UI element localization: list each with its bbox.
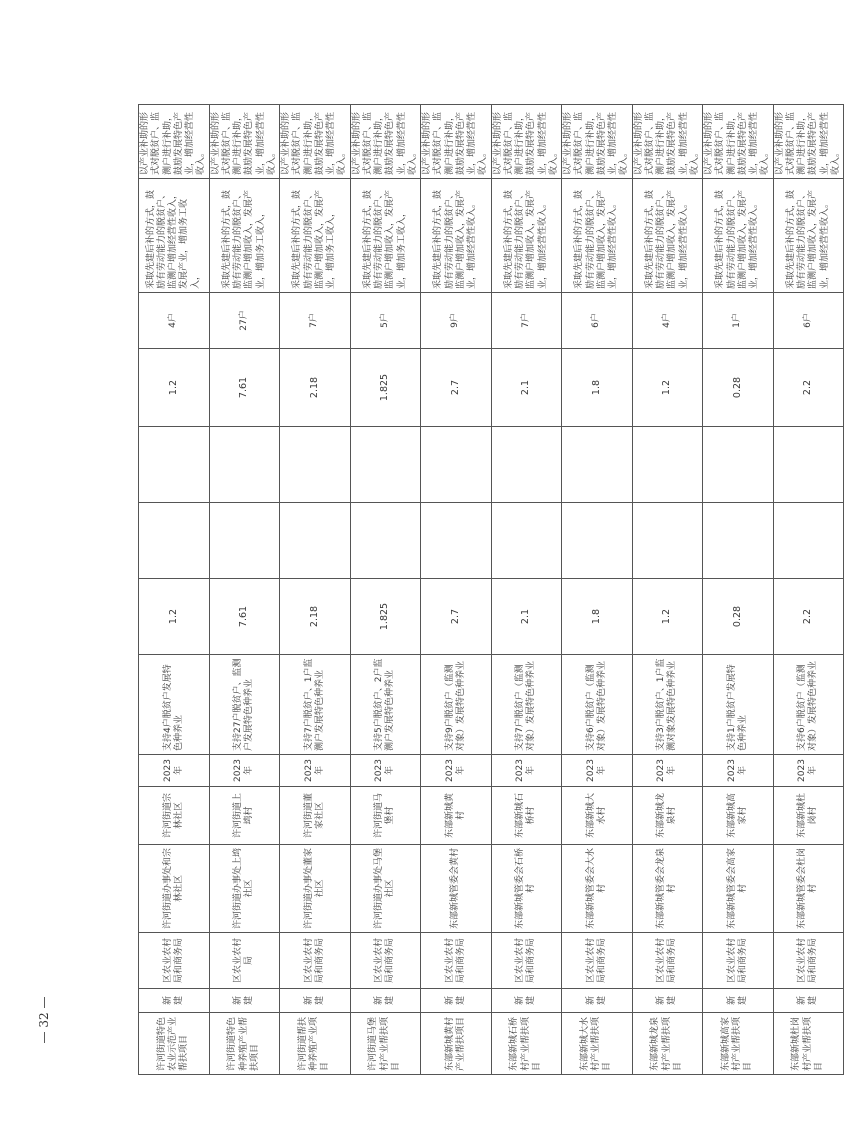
location-cell: 东部新城杜岗村 bbox=[773, 787, 844, 845]
construction-type-cell: 新建 bbox=[632, 989, 703, 1013]
total-investment-cell: 0.28 bbox=[703, 579, 774, 655]
benefit-mechanism-cell: 采取先建后补的方式，鼓励有劳动能力的脱贫户、监测户增加收入，发展产业，增加经营性收入。 bbox=[562, 179, 633, 293]
benefit-mechanism-cell: 采取先建后补的方式，鼓励有劳动能力的脱贫户、监测户增加收入，发展产业，增加经营性收入。 bbox=[773, 179, 844, 293]
project-content-cell: 支持7户脱贫户、1户监测户发展特色种养业 bbox=[280, 655, 351, 755]
year-cell: 2023年 bbox=[491, 755, 562, 787]
blank-cell bbox=[280, 503, 351, 579]
blank-cell bbox=[139, 503, 210, 579]
construction-type-cell: 新建 bbox=[491, 989, 562, 1013]
location-cell: 许河街道宗林社区 bbox=[139, 787, 210, 845]
construction-type-cell: 新建 bbox=[209, 989, 280, 1013]
responsible-unit-cell: 区农业农村局和商务局 bbox=[632, 933, 703, 989]
beneficiary-households-cell: 5户 bbox=[350, 293, 421, 349]
blank-cell bbox=[703, 427, 774, 503]
table-row bbox=[139, 105, 210, 1075]
implementing-unit-cell: 东部新城管委会杜岗村 bbox=[773, 845, 844, 933]
performance-goal-cell: 以产业补助的形式对脱贫户、监测户进行补助，鼓励发展特色产业，增加经营性收入。 bbox=[491, 105, 562, 179]
fund-amount-cell: 2.7 bbox=[421, 349, 492, 427]
total-investment-cell: 2.18 bbox=[280, 579, 351, 655]
project-name-cell: 东部新城龙泉村产业帮扶项目 bbox=[632, 1013, 703, 1075]
year-cell: 2023年 bbox=[773, 755, 844, 787]
performance-goal-cell: 以产业补助的形式对脱贫户、监测户进行补助，鼓励发展特色产业，增加经营性收入。 bbox=[350, 105, 421, 179]
blank-cell bbox=[562, 503, 633, 579]
beneficiary-households-cell: 27户 bbox=[209, 293, 280, 349]
implementing-unit-cell: 许河街道办事处马堡社区 bbox=[350, 845, 421, 933]
project-name-cell: 许河街道帮扶种养殖产业项目 bbox=[280, 1013, 351, 1075]
responsible-unit-cell: 区农业农村局和商务局 bbox=[773, 933, 844, 989]
blank-cell bbox=[703, 503, 774, 579]
location-cell: 东部新城黄村 bbox=[421, 787, 492, 845]
year-cell: 2023年 bbox=[421, 755, 492, 787]
responsible-unit-cell: 区农业农村局和商务局 bbox=[350, 933, 421, 989]
project-content-cell: 支持6户脱贫户（监测对象）发展特色种养业 bbox=[773, 655, 844, 755]
page-number: — 32 — bbox=[37, 996, 51, 1044]
blank-cell bbox=[421, 427, 492, 503]
blank-cell bbox=[350, 427, 421, 503]
beneficiary-households-cell: 6户 bbox=[773, 293, 844, 349]
fund-amount-cell: 2.1 bbox=[491, 349, 562, 427]
benefit-mechanism-cell: 采取先建后补的方式，鼓励有劳动能力的脱贫户、监测户增加收入，发展产业，增加经营性收入。 bbox=[632, 179, 703, 293]
beneficiary-households-cell: 4户 bbox=[139, 293, 210, 349]
fund-amount-cell: 1.2 bbox=[632, 349, 703, 427]
responsible-unit-cell: 区农业农村局和商务局 bbox=[280, 933, 351, 989]
project-name-cell: 许河街道特色种养殖产业帮扶项目 bbox=[209, 1013, 280, 1075]
project-name-cell: 东部新城大水村产业帮扶项目 bbox=[562, 1013, 633, 1075]
total-investment-cell: 7.61 bbox=[209, 579, 280, 655]
construction-type-cell: 新建 bbox=[562, 989, 633, 1013]
beneficiary-households-cell: 7户 bbox=[491, 293, 562, 349]
performance-goal-cell: 以产业补助的形式对脱贫户、监测户进行补助，鼓励发展特色产业，增加经营性收入。 bbox=[773, 105, 844, 179]
fund-amount-cell: 1.2 bbox=[139, 349, 210, 427]
beneficiary-households-cell: 7户 bbox=[280, 293, 351, 349]
implementing-unit-cell: 东部新城管委会黄村 bbox=[421, 845, 492, 933]
total-investment-cell: 2.1 bbox=[491, 579, 562, 655]
benefit-mechanism-cell: 采取先建后补的方式，鼓励有劳动能力的脱贫户、监测户增加收入，发展产业，增加务工收入， bbox=[209, 179, 280, 293]
blank-cell bbox=[209, 503, 280, 579]
table-row bbox=[703, 105, 774, 1075]
benefit-mechanism-cell: 采取先建后补的方式，鼓励有劳动能力的脱贫户、监测户增加收入，发展产业，增加经营性收入。 bbox=[421, 179, 492, 293]
implementing-unit-cell: 许河街道办事处上塆社区 bbox=[209, 845, 280, 933]
year-cell: 2023年 bbox=[139, 755, 210, 787]
location-cell: 许河街道马堡村 bbox=[350, 787, 421, 845]
project-table bbox=[138, 104, 844, 1075]
table-body bbox=[139, 105, 844, 1075]
location-cell: 东部新城高家村 bbox=[703, 787, 774, 845]
project-content-cell: 支持6户脱贫户（监测对象）发展特色种养业 bbox=[562, 655, 633, 755]
blank-cell bbox=[632, 503, 703, 579]
blank-cell bbox=[773, 427, 844, 503]
implementing-unit-cell: 东部新城管委会石桥村 bbox=[491, 845, 562, 933]
project-name-cell: 许河街道特色农业示范产业帮扶项目 bbox=[139, 1013, 210, 1075]
project-content-cell: 支持1户脱贫户发展特色种养业 bbox=[703, 655, 774, 755]
performance-goal-cell: 以产业补助的形式对脱贫户、监测户进行补助，鼓励发展特色产业，增加经营性收入。 bbox=[421, 105, 492, 179]
blank-cell bbox=[139, 427, 210, 503]
project-content-cell: 支持27户脱贫户、监测户发展特色种养业 bbox=[209, 655, 280, 755]
location-cell: 许河街道上塆村 bbox=[209, 787, 280, 845]
blank-cell bbox=[491, 427, 562, 503]
fund-amount-cell: 1.8 bbox=[562, 349, 633, 427]
benefit-mechanism-cell: 采取先建后补的方式，鼓励有劳动能力的脱贫户、监测户增加经营性收入，发展产业，增加务工收入， bbox=[139, 179, 210, 293]
project-content-cell: 支持3户脱贫户、1户监测对象发展特色种养业 bbox=[632, 655, 703, 755]
year-cell: 2023年 bbox=[562, 755, 633, 787]
year-cell: 2023年 bbox=[350, 755, 421, 787]
benefit-mechanism-cell: 采取先建后补的方式，鼓励有劳动能力的脱贫户、监测户增加收入，发展产业，增加务工收入， bbox=[280, 179, 351, 293]
total-investment-cell: 1.2 bbox=[632, 579, 703, 655]
construction-type-cell: 新建 bbox=[773, 989, 844, 1013]
project-name-cell: 东部新城石桥村产业帮扶项目 bbox=[491, 1013, 562, 1075]
project-content-cell: 支持5户脱贫户、2户监测户发展特色种养业 bbox=[350, 655, 421, 755]
project-name-cell: 东部新城黄村产业帮扶项目 bbox=[421, 1013, 492, 1075]
blank-cell bbox=[562, 427, 633, 503]
rotated-table-wrapper bbox=[138, 105, 841, 1075]
table-row bbox=[280, 105, 351, 1075]
implementing-unit-cell: 东部新城管委会高家村 bbox=[703, 845, 774, 933]
year-cell: 2023年 bbox=[703, 755, 774, 787]
blank-cell bbox=[491, 503, 562, 579]
benefit-mechanism-cell: 采取先建后补的方式，鼓励有劳动能力的脱贫户、监测户增加收入，发展产业，增加经营性收入。 bbox=[491, 179, 562, 293]
construction-type-cell: 新建 bbox=[421, 989, 492, 1013]
location-cell: 东部新城大水村 bbox=[562, 787, 633, 845]
performance-goal-cell: 以产业补助的形式对脱贫户、监测户进行补助，鼓励发展特色产业，增加经营性收入。 bbox=[280, 105, 351, 179]
performance-goal-cell: 以产业补助的形式对脱贫户、监测户进行补助，鼓励发展特色产业，增加经营性收入。 bbox=[632, 105, 703, 179]
project-content-cell: 支持9户脱贫户（监测对象）发展特色种养业 bbox=[421, 655, 492, 755]
location-cell: 东部新城石桥村 bbox=[491, 787, 562, 845]
total-investment-cell: 1.8 bbox=[562, 579, 633, 655]
blank-cell bbox=[280, 427, 351, 503]
construction-type-cell: 新建 bbox=[280, 989, 351, 1013]
table-row bbox=[773, 105, 844, 1075]
year-cell: 2023年 bbox=[209, 755, 280, 787]
total-investment-cell: 2.7 bbox=[421, 579, 492, 655]
benefit-mechanism-cell: 采取先建后补的方式，鼓励有劳动能力的脱贫户、监测户增加收入，发展产业，增加务工收入， bbox=[350, 179, 421, 293]
location-cell: 许河街道董家社区 bbox=[280, 787, 351, 845]
fund-amount-cell: 1.825 bbox=[350, 349, 421, 427]
implementing-unit-cell: 许河街道办事处董家社区 bbox=[280, 845, 351, 933]
blank-cell bbox=[421, 503, 492, 579]
project-name-cell: 东部新城杜岗村产业帮扶项目 bbox=[773, 1013, 844, 1075]
total-investment-cell: 1.2 bbox=[139, 579, 210, 655]
table-row bbox=[632, 105, 703, 1075]
responsible-unit-cell: 区农业农村局 bbox=[209, 933, 280, 989]
implementing-unit-cell: 东部新城管委会大水村 bbox=[562, 845, 633, 933]
project-name-cell: 东部新城高家村产业帮扶项目 bbox=[703, 1013, 774, 1075]
fund-amount-cell: 7.61 bbox=[209, 349, 280, 427]
responsible-unit-cell: 区农业农村局和商务局 bbox=[421, 933, 492, 989]
construction-type-cell: 新建 bbox=[703, 989, 774, 1013]
fund-amount-cell: 0.28 bbox=[703, 349, 774, 427]
beneficiary-households-cell: 9户 bbox=[421, 293, 492, 349]
project-content-cell: 支持7户脱贫户（监测对象）发展特色种养业 bbox=[491, 655, 562, 755]
year-cell: 2023年 bbox=[280, 755, 351, 787]
construction-type-cell: 新建 bbox=[139, 989, 210, 1013]
beneficiary-households-cell: 1户 bbox=[703, 293, 774, 349]
construction-type-cell: 新建 bbox=[350, 989, 421, 1013]
blank-cell bbox=[350, 503, 421, 579]
total-investment-cell: 1.825 bbox=[350, 579, 421, 655]
table-row bbox=[491, 105, 562, 1075]
performance-goal-cell: 以产业补助的形式对脱贫户、监测户进行补助，鼓励发展特色产业，增加经营性收入。 bbox=[703, 105, 774, 179]
table-row bbox=[562, 105, 633, 1075]
benefit-mechanism-cell: 采取先建后补的方式，鼓励有劳动能力的脱贫户、监测户增加收入，发展产业，增加经营性收入。 bbox=[703, 179, 774, 293]
fund-amount-cell: 2.18 bbox=[280, 349, 351, 427]
blank-cell bbox=[209, 427, 280, 503]
table-row bbox=[421, 105, 492, 1075]
responsible-unit-cell: 区农业农村局和商务局 bbox=[491, 933, 562, 989]
table-row bbox=[209, 105, 280, 1075]
fund-amount-cell: 2.2 bbox=[773, 349, 844, 427]
responsible-unit-cell: 区农业农村局和商务局 bbox=[703, 933, 774, 989]
project-content-cell: 支持4户脱贫户发展特色种养业 bbox=[139, 655, 210, 755]
blank-cell bbox=[773, 503, 844, 579]
beneficiary-households-cell: 4户 bbox=[632, 293, 703, 349]
year-cell: 2023年 bbox=[632, 755, 703, 787]
performance-goal-cell: 以产业补助的形式对脱贫户、监测户进行补助，鼓励发展特色产业，增加经营性收入。 bbox=[562, 105, 633, 179]
performance-goal-cell: 以产业补助的形式对脱贫户、监测户进行补助，鼓励发展特色产业，增加经营性收入。 bbox=[209, 105, 280, 179]
location-cell: 东部新城龙泉村 bbox=[632, 787, 703, 845]
implementing-unit-cell: 许河街道办事处和宗林社区 bbox=[139, 845, 210, 933]
performance-goal-cell: 以产业补助的形式对脱贫户、监测户进行补助，鼓励发展特色产业，增加经营性收入。 bbox=[139, 105, 210, 179]
responsible-unit-cell: 区农业农村局和商务局 bbox=[562, 933, 633, 989]
blank-cell bbox=[632, 427, 703, 503]
implementing-unit-cell: 东部新城管委会龙泉村 bbox=[632, 845, 703, 933]
table-row bbox=[350, 105, 421, 1075]
project-name-cell: 许河街道马堡村产业帮扶项目 bbox=[350, 1013, 421, 1075]
responsible-unit-cell: 区农业农村局和商务局 bbox=[139, 933, 210, 989]
beneficiary-households-cell: 6户 bbox=[562, 293, 633, 349]
total-investment-cell: 2.2 bbox=[773, 579, 844, 655]
